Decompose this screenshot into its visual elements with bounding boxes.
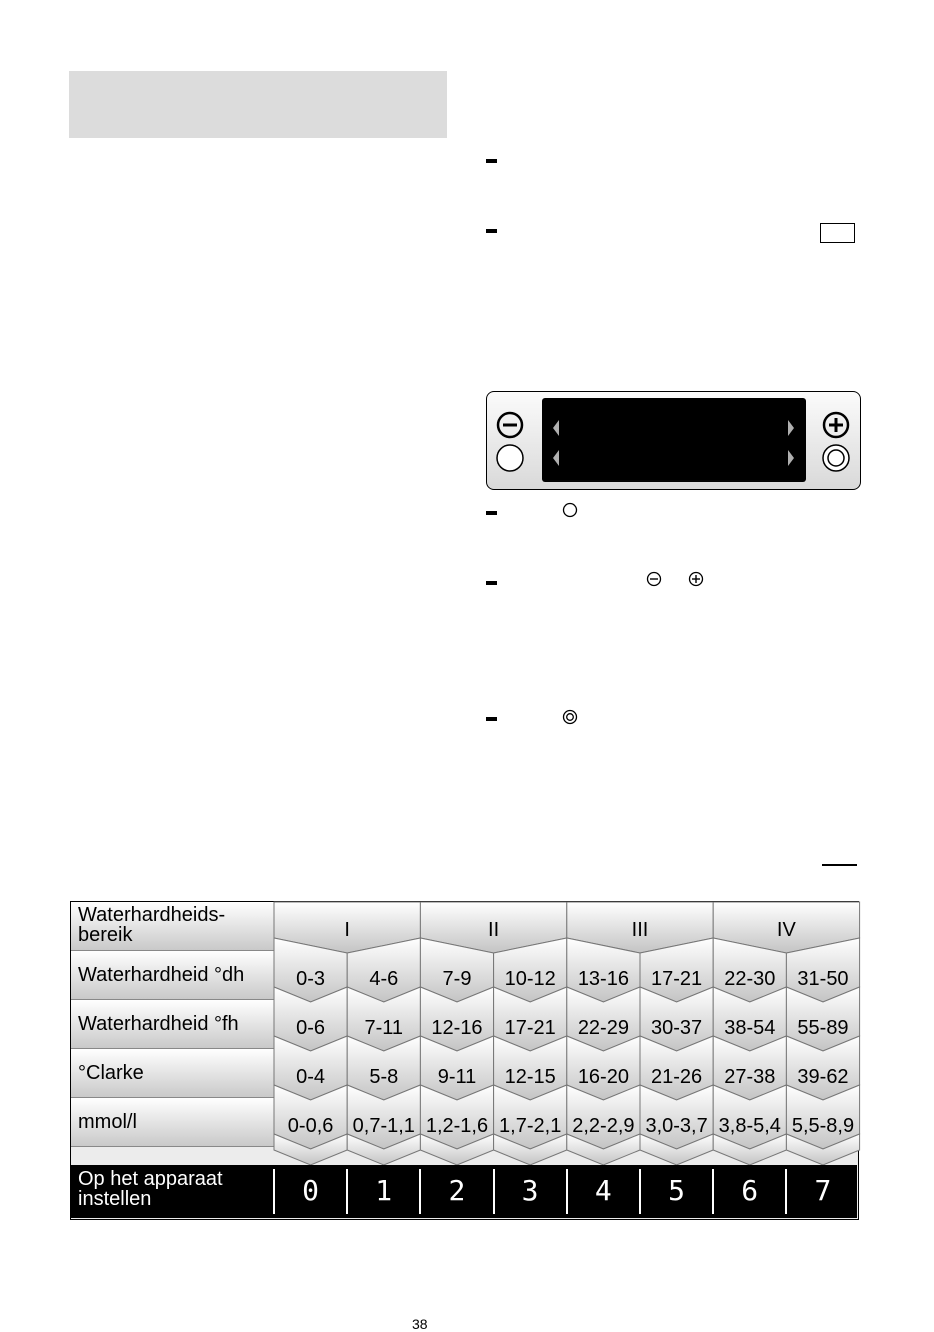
circle-icon: [562, 502, 578, 518]
hardness-value: 9-11: [437, 1066, 477, 1088]
setting-value: 0: [302, 1174, 319, 1207]
bullet-dash: [486, 717, 497, 721]
setting-row-label: Op het apparaat instellen: [78, 1168, 223, 1210]
hardness-value: 38-54: [724, 1017, 776, 1039]
display-screen: [542, 398, 806, 482]
control-panel-illustration: [486, 391, 861, 490]
hardness-value: 10-12: [504, 968, 556, 990]
program-button-icon: [821, 443, 851, 473]
hardness-range-label: II: [488, 919, 500, 941]
hardness-value: 7-9: [442, 968, 472, 990]
start-button-icon: [495, 443, 525, 473]
plus-circle-icon: [688, 571, 704, 587]
section-header-band: [69, 71, 447, 138]
hardness-value: 3,0-3,7: [645, 1115, 708, 1137]
hardness-value: 0,7-1,1: [352, 1115, 415, 1137]
hardness-value: 3,8-5,4: [718, 1115, 781, 1137]
hardness-value: 17-21: [651, 968, 703, 990]
hardness-value: 2,2-2,9: [572, 1115, 635, 1137]
row-label: Waterhardheid °dh: [71, 951, 274, 1000]
row-label: Waterhardheids- bereik: [71, 902, 274, 951]
setting-value: 2: [448, 1174, 466, 1207]
hardness-value: 13-16: [577, 968, 629, 990]
hardness-value: 7-11: [364, 1017, 404, 1039]
arrow-left-icon: [553, 450, 559, 466]
plus-circle-icon: [821, 410, 851, 440]
row-label: Waterhardheid °fh: [71, 1000, 274, 1049]
hardness-value: 30-37: [651, 1017, 703, 1039]
double-circle-icon: [562, 709, 578, 725]
setting-value: 7: [814, 1174, 832, 1207]
hardness-range-label: I: [344, 919, 350, 941]
setting-row: [71, 1165, 857, 1218]
hardness-value: 0-3: [296, 968, 326, 990]
hardness-value: 5-8: [369, 1066, 399, 1088]
hardness-value: 27-38: [724, 1066, 776, 1088]
hardness-value: 12-15: [504, 1066, 556, 1088]
bullet-dash: [486, 159, 497, 163]
setting-value: 6: [741, 1174, 759, 1207]
setting-value: 4: [594, 1174, 612, 1207]
hardness-value: 4-6: [369, 968, 399, 990]
hardness-range-label: III: [631, 919, 649, 941]
bullet-dash: [486, 229, 497, 233]
page-number: 38: [412, 1316, 428, 1332]
end-marker: [822, 864, 857, 866]
row-label: mmol/l: [71, 1098, 274, 1147]
hardness-value: 21-26: [651, 1066, 703, 1088]
setting-value: 5: [668, 1174, 685, 1207]
setting-value: 3: [521, 1174, 539, 1207]
hardness-value: 16-20: [577, 1066, 629, 1088]
hardness-value: 17-21: [504, 1017, 556, 1039]
hardness-value: 39-62: [797, 1066, 849, 1088]
arrow-right-icon: [788, 420, 794, 436]
hardness-value: 55-89: [797, 1017, 849, 1039]
hardness-value: 5,5-8,9: [791, 1115, 855, 1137]
hardness-value: 22-30: [724, 968, 776, 990]
hardness-value: 31-50: [797, 968, 849, 990]
hardness-value: 12-16: [431, 1017, 483, 1039]
hardness-value: 0-6: [296, 1017, 326, 1039]
bullet-dash: [486, 581, 497, 585]
arrow-right-icon: [788, 450, 794, 466]
arrow-left-icon: [553, 420, 559, 436]
hardness-range-label: IV: [776, 919, 796, 941]
hardness-value: 0-0,6: [287, 1115, 334, 1137]
minus-circle-icon: [646, 571, 662, 587]
row-label: °Clarke: [71, 1049, 274, 1098]
minus-circle-icon: [495, 410, 525, 440]
bullet-dash: [486, 511, 497, 515]
reference-box: [820, 223, 855, 243]
hardness-value: 1,7-2,1: [499, 1115, 562, 1137]
water-hardness-table: [70, 901, 859, 1220]
setting-value: 1: [375, 1174, 393, 1207]
hardness-value: 22-29: [577, 1017, 629, 1039]
hardness-value: 0-4: [296, 1066, 326, 1088]
hardness-value: 1,2-1,6: [425, 1115, 489, 1137]
